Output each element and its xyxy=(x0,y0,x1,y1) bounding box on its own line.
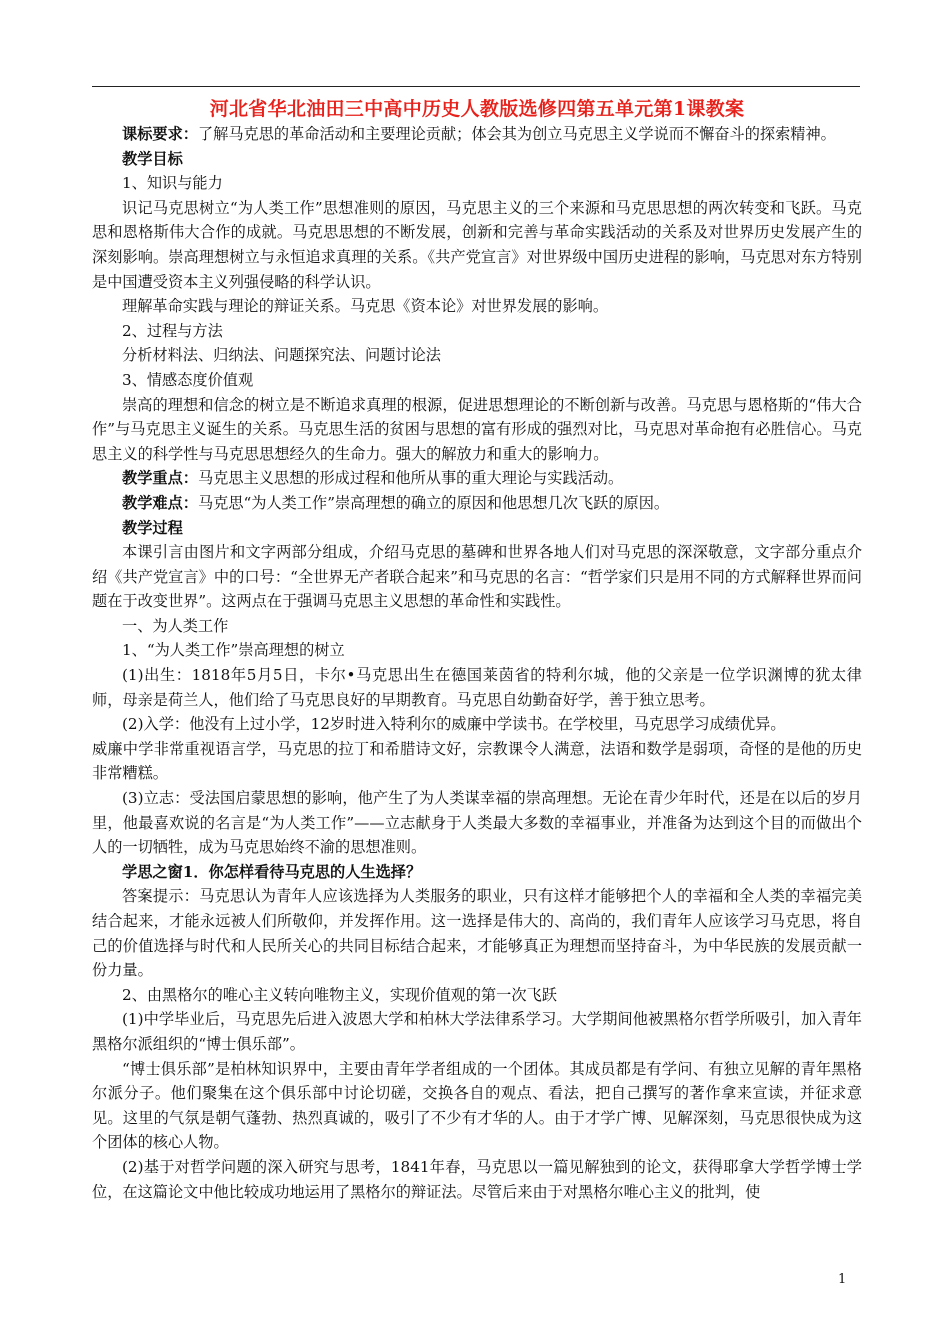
paragraph xyxy=(92,663,862,712)
paragraph xyxy=(92,884,862,982)
page-number: 1 xyxy=(838,1272,847,1287)
paragraph-lead: 学思之窗1．你怎样看待马克思的人生选择？ xyxy=(122,862,422,881)
paragraph-text: 马克思“为人类工作”崇高理想的确立的原因和他思想几次飞跃的原因。 xyxy=(197,493,670,512)
paragraph-text: (3)立志：受法国启蒙思想的影响，他产生了为人类谋幸福的崇高理想。无论在青少年时代，还是在以后的岁月里，他最喜欢说的名言是“为人类工作”——立志献身于人类最大多数的幸福事业，并准备为达到这个目的而做出个人的一切牺牲，成为马克思始终不渝的思想准则。 xyxy=(92,789,862,857)
paragraph xyxy=(92,786,862,860)
paragraph-text: 了解马克思的革命活动和主要理论贡献；体会其为创立马克思主义学说而不懈奋斗的探索精神。 xyxy=(197,125,836,143)
paragraph-lead: 课标要求： xyxy=(122,125,198,143)
document-body xyxy=(92,96,862,1204)
paragraph xyxy=(92,1057,862,1155)
paragraph xyxy=(92,860,862,885)
paragraph xyxy=(92,294,862,319)
paragraph xyxy=(92,516,862,541)
paragraph-lead: 教学过程 xyxy=(122,518,183,537)
paragraph-text: 2、过程与方法 xyxy=(122,321,223,340)
paragraph-text: 1、“为人类工作”崇高理想的树立 xyxy=(122,641,345,660)
paragraph-text: 3、情感态度价值观 xyxy=(122,370,254,389)
paragraph xyxy=(92,466,862,491)
paragraph xyxy=(92,540,862,614)
paragraph xyxy=(92,614,862,639)
paragraph xyxy=(92,196,862,294)
paragraph-text: 一、为人类工作 xyxy=(122,616,229,635)
paragraph xyxy=(92,737,862,786)
paragraph-text: 识记马克思树立“为人类工作”思想准则的原因，马克思主义的三个来源和马克思思想的两次转变和飞跃。马克思和恩格斯伟大合作的成就。马克思思想的不断发展，创新和完善与革命实践活动的关系及对世界历史发展产生的深刻影响。崇高理想树立与永恒追求真理的关系。《共产党宣言》对世界级中国历史进程的影响，马克思对东方特别是中国遭受资本主义列强侵略的科学认识。 xyxy=(92,198,862,291)
paragraph-text: 理解革命实践与理论的辩证关系。马克思《资本论》对世界发展的影响。 xyxy=(122,297,608,316)
paragraph-lead: 教学难点： xyxy=(122,493,198,512)
paragraph-text: 马克思主义思想的形成过程和他所从事的重大理论与实践活动。 xyxy=(197,469,624,488)
paragraph xyxy=(92,983,862,1008)
paragraph xyxy=(92,171,862,196)
paragraph xyxy=(92,1155,862,1204)
paragraph xyxy=(92,122,862,147)
paragraph-text: 崇高的理想和信念的树立是不断追求真理的根源，促进思想理论的不断创新与改善。马克思与恩格斯的“伟大合作”与马克思主义诞生的关系。马克思生活的贫困与思想的富有形成的强烈对比，马克思对革命抱有必胜信心。马克思主义的科学性与马克思思想经久的生命力。强大的解放力和重大的影响力。 xyxy=(92,395,862,463)
paragraph xyxy=(92,368,862,393)
paragraph-text: 本课引言由图片和文字两部分组成，介绍马克思的墓碑和世界各地人们对马克思的深深敬意，文字部分重点介绍《共产党宣言》中的口号：“全世界无产者联合起来”和马克思的名言：“哲学家们只是用不同的方式解释世界而问题在于改变世界”。这两点在于强调马克思主义思想的革命性和实践性。 xyxy=(92,543,862,611)
paragraph xyxy=(92,319,862,344)
paragraph xyxy=(92,638,862,663)
paragraph-text: 威廉中学非常重视语言学，马克思的拉丁和希腊诗文好，宗教课令人满意，法语和数学是弱项，奇怪的是他的历史非常糟糕。 xyxy=(92,739,862,783)
paragraph-list xyxy=(92,122,862,1204)
header-rule xyxy=(92,86,860,87)
paragraph-lead: 教学重点： xyxy=(122,469,198,488)
paragraph xyxy=(92,1007,862,1056)
paragraph-text: 1、知识与能力 xyxy=(122,174,223,193)
paragraph-text: (2)基于对哲学问题的深入研究与思考，1841年春，马克思以一篇见解独到的论文，获得耶拿大学哲学博士学位，在这篇论文中他比较成功地运用了黑格尔的辩证法。尽管后来由于对黑格尔唯心主义的批判，使 xyxy=(92,1157,862,1201)
paragraph xyxy=(92,393,862,467)
paragraph-text: 答案提示：马克思认为青年人应该选择为人类服务的职业，只有这样才能够把个人的幸福和全人类的幸福完美结合起来，才能永远被人们所敬仰，并发挥作用。这一选择是伟大的、高尚的，我们青年人应该学习马克思，将自己的价值选择与时代和人民所关心的共同目标结合起来，才能够真正为理想而坚持奋斗，为中华民族的发展贡献一份力量。 xyxy=(92,887,862,980)
paragraph xyxy=(92,147,862,172)
paragraph-text: “博士俱乐部”是柏林知识界中，主要由青年学者组成的一个团体。其成员都是有学问、有独立见解的青年黑格尔派分子。他们聚集在这个俱乐部中讨论切磋，交换各自的观点、看法，把自己撰写的著作拿来宣读，并征求意见。这里的气氛是朝气蓬勃、热烈真诚的，吸引了不少有才华的人。由于才学广博、见解深刻，马克思很快成为这个团体的核心人物。 xyxy=(92,1059,862,1152)
paragraph-text: (1)出生：1818年5月5日，卡尔•马克思出生在德国莱茵省的特利尔城，他的父亲是一位学识渊博的犹太律师，母亲是荷兰人，他们给了马克思良好的早期教育。马克思自幼勤奋好学，善于独立思考。 xyxy=(92,666,862,709)
paragraph xyxy=(92,712,862,737)
page-title: 河北省华北油田三中高中历史人教版选修四第五单元第1课教案 xyxy=(209,98,745,120)
paragraph-text: 分析材料法、归纳法、问题探究法、问题讨论法 xyxy=(122,346,441,365)
paragraph-text: (1)中学毕业后，马克思先后进入波恩大学和柏林大学法律系学习。大学期间他被黑格尔哲学所吸引，加入青年黑格尔派组织的“博士俱乐部”。 xyxy=(92,1010,862,1053)
paragraph-lead: 教学目标 xyxy=(122,149,183,168)
paragraph-text: (2)入学：他没有上过小学，12岁时进入特利尔的威廉中学读书。在学校里，马克思学习成绩优异。 xyxy=(122,715,786,734)
paragraph xyxy=(92,343,862,368)
paragraph-text: 2、由黑格尔的唯心主义转向唯物主义，实现价值观的第一次飞跃 xyxy=(122,985,557,1004)
paragraph xyxy=(92,491,862,516)
